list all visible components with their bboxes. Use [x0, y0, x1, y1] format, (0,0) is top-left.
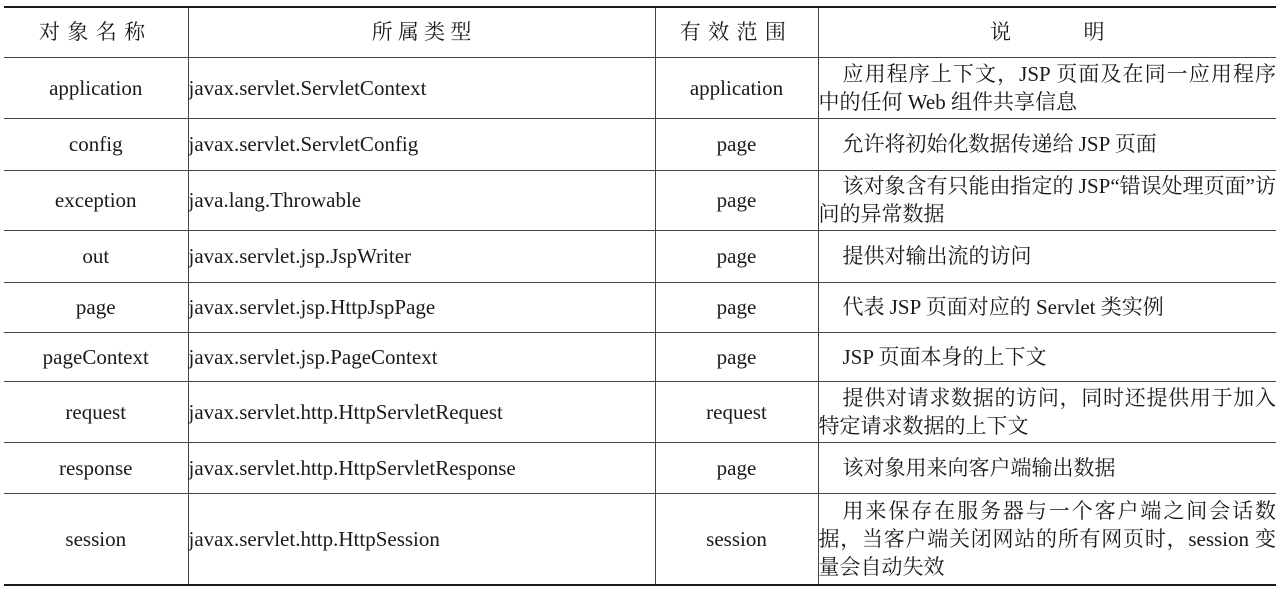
cell-description: 提供对请求数据的访问，同时还提供用于加入特定请求数据的上下文 — [818, 381, 1276, 442]
cell-object-name: session — [4, 493, 188, 585]
cell-scope: request — [655, 381, 818, 442]
cell-scope: page — [655, 442, 818, 493]
cell-type: javax.servlet.http.HttpServletRequest — [188, 381, 655, 442]
header-object-name: 对象名称 — [4, 7, 188, 57]
table-row — [4, 493, 1276, 585]
cell-object-name: config — [4, 118, 188, 170]
header-description: 说 明 — [818, 7, 1276, 57]
cell-scope: page — [655, 230, 818, 282]
cell-type: javax.servlet.jsp.JspWriter — [188, 230, 655, 282]
cell-scope: page — [655, 332, 818, 381]
table-row — [4, 381, 1276, 442]
cell-object-name: out — [4, 230, 188, 282]
cell-scope: page — [655, 170, 818, 230]
cell-description: JSP 页面本身的上下文 — [818, 332, 1276, 381]
cell-object-name: page — [4, 282, 188, 332]
table-row — [4, 230, 1276, 282]
header-type: 所 属 类 型 — [188, 7, 655, 57]
cell-scope: session — [655, 493, 818, 585]
cell-type: javax.servlet.jsp.HttpJspPage — [188, 282, 655, 332]
cell-scope: page — [655, 282, 818, 332]
cell-description: 该对象含有只能由指定的 JSP“错误处理页面”访问的异常数据 — [818, 170, 1276, 230]
table-row — [4, 57, 1276, 118]
cell-scope: page — [655, 118, 818, 170]
table-row — [4, 332, 1276, 381]
table-row — [4, 170, 1276, 230]
cell-description: 应用程序上下文，JSP 页面及在同一应用程序中的任何 Web 组件共享信息 — [818, 57, 1276, 118]
cell-object-name: request — [4, 381, 188, 442]
cell-type: javax.servlet.http.HttpServletResponse — [188, 442, 655, 493]
table-row — [4, 442, 1276, 493]
cell-description: 用来保存在服务器与一个客户端之间会话数据，当客户端关闭网站的所有网页时，session 变量会自动失效 — [818, 493, 1276, 585]
cell-object-name: exception — [4, 170, 188, 230]
cell-type: javax.servlet.ServletContext — [188, 57, 655, 118]
cell-type: java.lang.Throwable — [188, 170, 655, 230]
jsp-implicit-objects-table — [4, 6, 1276, 586]
cell-object-name: response — [4, 442, 188, 493]
table-header — [4, 7, 1276, 57]
table-body — [4, 57, 1276, 585]
cell-type: javax.servlet.jsp.PageContext — [188, 332, 655, 381]
cell-description: 提供对输出流的访问 — [818, 230, 1276, 282]
header-row — [4, 7, 1276, 57]
cell-type: javax.servlet.http.HttpSession — [188, 493, 655, 585]
cell-object-name: application — [4, 57, 188, 118]
table-row — [4, 118, 1276, 170]
cell-type: javax.servlet.ServletConfig — [188, 118, 655, 170]
cell-object-name: pageContext — [4, 332, 188, 381]
cell-description: 代表 JSP 页面对应的 Servlet 类实例 — [818, 282, 1276, 332]
cell-description: 该对象用来向客户端输出数据 — [818, 442, 1276, 493]
table-row — [4, 282, 1276, 332]
header-scope: 有效范围 — [655, 7, 818, 57]
cell-scope: application — [655, 57, 818, 118]
cell-description: 允许将初始化数据传递给 JSP 页面 — [818, 118, 1276, 170]
